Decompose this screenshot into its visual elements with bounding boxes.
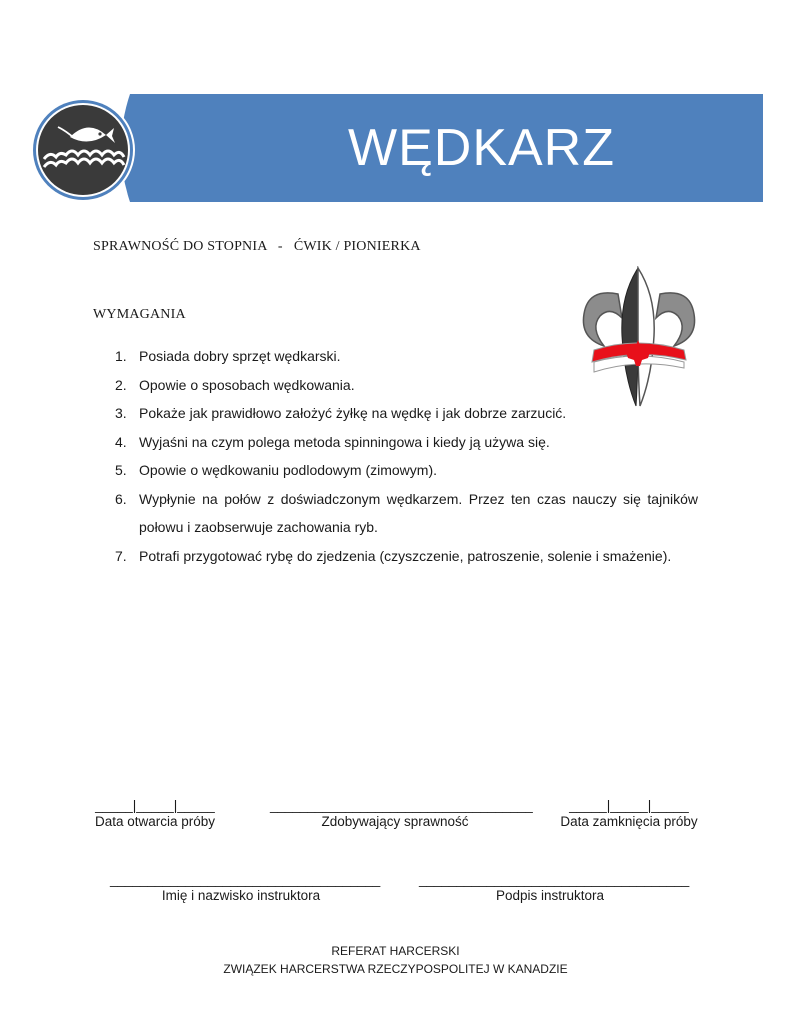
instructor-signature-field: ____________________________________ Podpis instruktora [419, 872, 690, 903]
earner-signature-field: ___________________________________ Zdobywający sprawność [270, 798, 533, 829]
open-date-label: Data otwarcia próby [94, 814, 216, 829]
footer-organization: ZWIĄZEK HARCERSTWA RZECZYPOSPOLITEJ W KANADZIE [223, 962, 568, 976]
list-item: 7. Potrafi przygotować rybę do zjedzenia (czyszczenie, patroszenie, solenie i smażenie). [115, 547, 672, 564]
requirements-list [93, 342, 698, 570]
badge-level-subtitle: SPRAWNOŚĆ DO STOPNIA - ĆWIK / PIONIERKA [93, 239, 421, 254]
section-title: WYMAGANIA [93, 307, 186, 322]
list-item: 4. Wyjaśni na czym polega metoda spinningowa i kiedy ją używa się. [115, 433, 550, 450]
open-date-field: _____|_____|_____ Data otwarcia próby [90, 798, 220, 830]
footer-department: REFERAT HARCERSKI [331, 944, 460, 958]
list-item: 5. Opowie o wędkowaniu podlodowym (zimowym). [115, 462, 438, 478]
instructor-name-field: ____________________________________ Imię i nazwisko instruktora [110, 872, 381, 903]
instructor-signature-label: Podpis instruktora [495, 888, 605, 903]
fish-over-waves-icon [30, 97, 136, 203]
list-item: 3. Pokaże jak prawidłowo założyć żyłkę na wędkę i jak dobrze zarzucić. [115, 405, 567, 421]
close-date-label: Data zamknięcia próby [560, 814, 698, 829]
list-item: 1. Posiada dobry sprzęt wędkarski. [115, 348, 341, 364]
list-item: 2. Opowie o sposobach wędkowania. [115, 376, 355, 393]
close-date-field: _____|_____|_____ Data zamknięcia próby [556, 798, 702, 830]
earner-label: Zdobywający sprawność [321, 814, 469, 829]
list-item: 6. Wypłynie na połów z doświadczonym wędkarzem. Przez ten czas nauczy się tajników połowu i zaobserwuje zachowania ryb. [115, 490, 698, 535]
page-title: WĘDKARZ [348, 119, 615, 177]
footer [0, 942, 791, 978]
instructor-name-label: Imię i nazwisko instruktora [161, 888, 321, 903]
